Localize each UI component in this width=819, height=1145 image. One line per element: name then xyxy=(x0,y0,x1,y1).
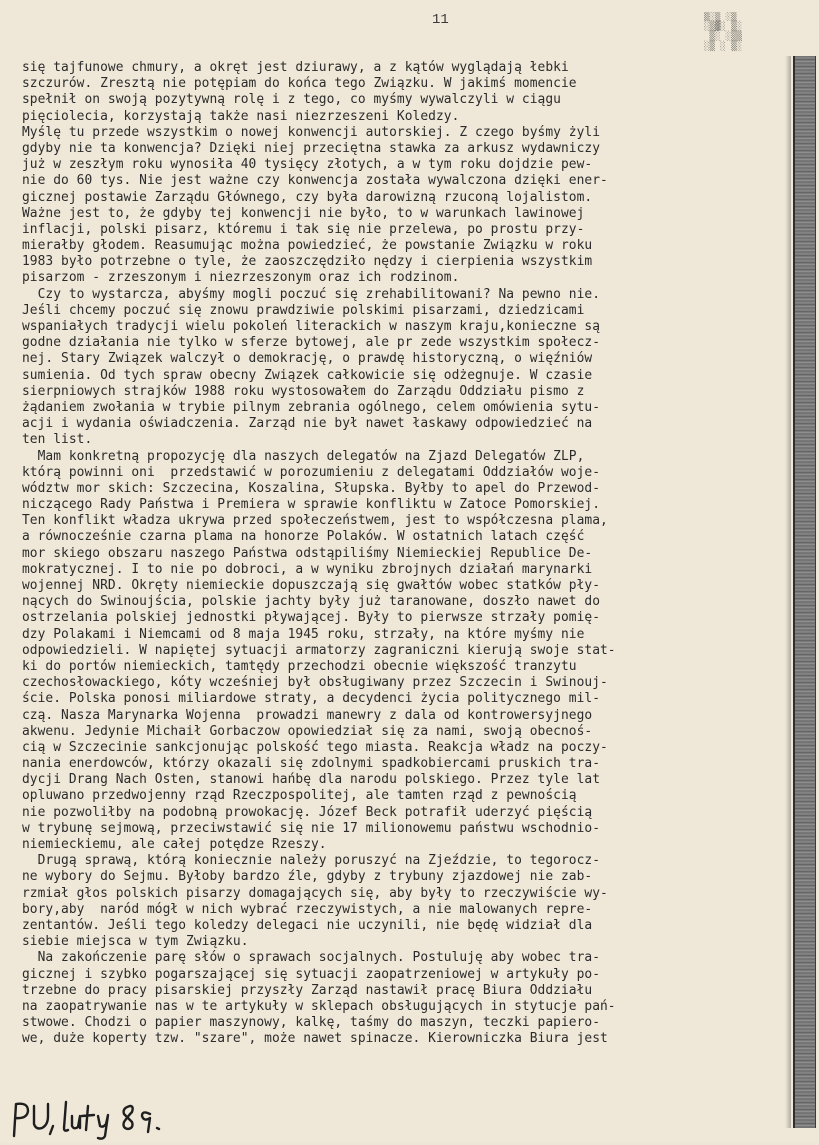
text-line: nie pozwoliłby na podobną prowokację. Józef Beck potrafił uderzyć pięścią xyxy=(22,804,593,820)
text-line: szczurów. Zresztą nie potępiam do końca tego Związku. W jakimś momencie xyxy=(22,76,577,92)
text-line: mor skiego obszaru naszego Państwa odstąpiliśmy Niemieckiej Republice De- xyxy=(22,545,593,561)
handwritten-margin-note xyxy=(6,1096,206,1140)
text-line: stwowe. Chodzi o papier maszynowy, kalkę, taśmy do maszyn, teczki papiero- xyxy=(22,1015,600,1031)
typewritten-text-body xyxy=(22,60,782,1047)
text-line: acji i wydania oświadczenia. Zarząd nie był nawet łaskawy odpowiedzieć na xyxy=(22,416,593,432)
text-line: ki do portów niemieckich, tamtędy przechodzi obecnie większość tranzytu xyxy=(22,658,577,674)
text-line: sumienia. Od tych spraw obecny Związek całkowicie się odżegnuje. W czasie xyxy=(22,367,593,383)
text-line: Na zakończenie parę słów o sprawach socjalnych. Postuluję aby wobec tra- xyxy=(22,950,600,966)
text-line: ne wybory do Sejmu. Byłoby bardzo źle, gdyby z trybuny zjazdowej nie zab- xyxy=(22,869,593,885)
text-line: inflacji, polski pisarz, któremu i tak się nie przelewa, po prostu przy- xyxy=(22,221,585,237)
text-line: którą powinni oni przedstawić w porozumieniu z delegatami Oddziałów woje- xyxy=(22,464,600,480)
text-line: we, duże koperty tzw. "szare", może nawet spinacze. Kierowniczka Biura jest xyxy=(22,1031,608,1047)
text-line: spełnił on swoją pozytywną rolę i z tego, co myśmy wywalczyli w ciągu xyxy=(22,92,561,108)
text-line: wojennej NRD. Okręty niemieckie dopuszczają się gwałtów wobec statków pły- xyxy=(22,578,600,593)
text-line: Ważne jest to, że gdyby tej konwencji nie było, to w warunkach lawinowej xyxy=(22,205,585,221)
text-line: akwenu. Jedynie Michaił Gorbaczow opowiedział się za nami, swoją obecnoś- xyxy=(22,723,593,739)
text-line: mierałby głodem. Reasumując można powiedzieć, że powstanie Związku w roku xyxy=(22,238,593,254)
text-line: nej. Stary Związek walczył o demokrację, o prawdę historyczną, o więźniów xyxy=(22,351,593,367)
text-line: siebie miejsca w tym Związku. xyxy=(22,934,249,950)
text-line: a równocześnie czarna plama na honorze Polaków. W ostatnich latach część xyxy=(22,529,585,545)
text-line: ście. Polska ponosi miliardowe straty, a decydenci życia politycznego mil- xyxy=(22,691,600,707)
text-line: Mam konkretną propozycję dla naszych delegatów na Zjazd Delegatów ZLP, xyxy=(22,448,585,464)
text-line: trzebne do pracy pisarskiej przyszły Zarząd nastawił pracę Biura Oddziału xyxy=(22,982,593,998)
text-line: gicznej postawie Zarządu Głównego, czy była darowizną rzuconą lojalistom. xyxy=(22,189,593,205)
text-line: w trybunę sejmową, przeciwstawić się nie 17 milionowemu państwu wschodnio- xyxy=(22,820,600,836)
text-line: już w zeszłym roku wynosiła 40 tysięcy złotych, a w tym roku dojdzie pew- xyxy=(22,157,593,173)
text-line: opluwano przedwojenny rząd Rzeczpospolitej, ale tamten rząd z pewnością xyxy=(22,788,577,804)
text-line: mokratycznej. I to nie po dobroci, a w wyniku zbrojnych działań marynarki xyxy=(22,561,593,577)
text-line: zentantów. Jeśli tego koledzy delegaci nie uczynili, nie będę widział dla xyxy=(22,917,593,933)
text-line: cią w Szczecinie sankcjonując polskość tego miasta. Reakcja władz na poczy- xyxy=(22,739,608,755)
text-line: żądaniem zwołania w trybie pilnym zebrania ogólnego, celem omówienia sytu- xyxy=(22,399,600,415)
text-line: wództw mor skich: Szczecina, Koszalina, Słupska. Byłby to apel do Przewod- xyxy=(22,480,600,496)
text-line: niemieckiemu, ale całej potędze Rzeszy. xyxy=(22,837,327,852)
text-line: odpowiedzieli. W napiętej sytuacji armatorzy zagraniczni kierują swoje stat- xyxy=(22,642,616,658)
text-line: Czy to wystarcza, abyśmy mogli poczuć się zrehabilitowani? Na pewno nie. xyxy=(22,286,600,302)
text-line: sierpniowych strajków 1988 roku wystosowałem do Zarządu Oddziału pismo z xyxy=(22,383,585,399)
library-stamp-mark: ▒░▒ ░▒ ░▒▓░ ▒░ ▒░ ░▒▒ ░▒ ░ ▒░ xyxy=(704,12,742,52)
text-line: godne działania nie tylko w sferze bytowej, ale pr zede wszystkim społecz- xyxy=(22,335,600,351)
text-line: ostrzelania polskiej jednostki pływającej. Były to pierwsze strzały pomię- xyxy=(22,610,600,626)
text-line: niczącego Rady Państwa i Premiera w sprawie konfliktu w Zatoce Pomorskiej. xyxy=(22,497,600,513)
binding-shadow xyxy=(785,56,791,1128)
text-line: pisarzom - zrzeszonym i niezrzeszonym oraz ich rodzinom. xyxy=(22,270,460,286)
text-line: bory,aby naród mógł w nich wybrać rzeczywistych, a nie malowanych repre- xyxy=(22,901,593,917)
text-line: pięciolecia, korzystają także nasi niezrzeszeni Koledzy. xyxy=(22,108,460,124)
text-line: ten list. xyxy=(22,432,93,448)
page-number: 11 xyxy=(432,12,449,28)
text-line: Jeśli chcemy poczuć się znowu prawdziwie polskimi pisarzami, dziedzicami xyxy=(22,302,585,318)
text-line: gicznej i szybko pogarszającej się sytuacji zaopatrzeniowej w artykuły po- xyxy=(22,966,600,982)
text-line: nania enerdowców, którzy okazali się zdolnymi spadkobiercami pruskich tra- xyxy=(22,756,600,772)
text-line: gdyby nie ta konwencja? Dzięki niej przeciętna stawka za arkusz wydawniczy xyxy=(22,140,600,156)
text-line: czą. Nasza Marynarka Wojenna prowadzi manewry z dala od kontrowersyjnego xyxy=(22,707,593,723)
handwritten-note-drawing xyxy=(6,1096,206,1140)
text-line: nących do Swinoujścia, polskie jachty były już taranowane, doszło nawet do xyxy=(22,594,600,610)
text-line: Drugą sprawą, którą koniecznie należy poruszyć na Zjeździe, to tegorocz- xyxy=(22,853,600,869)
text-line: się tajfunowe chmury, a okręt jest dziurawy, a z kątów wyglądają łebki xyxy=(22,60,569,75)
text-line: dycji Drang Nach Osten, stanowi hańbę dla narodu polskiego. Przez tyle lat xyxy=(22,772,600,788)
text-line: dzy Polakami i Niemcami od 8 maja 1945 roku, strzały, na które myśmy nie xyxy=(22,626,585,642)
text-line: czechosłowackiego, kóty wcześniej był obsługiwany przez Szczecin i Swinouj- xyxy=(22,675,608,691)
text-line: nie do 60 tys. Nie jest ważne czy konwencja została wywalczona dzięki ener- xyxy=(22,173,608,189)
text-line: 1983 było potrzebne o tyle, że zaoszczędziło nędzy i cierpienia wszystkim xyxy=(22,254,593,270)
text-line: Ten konflikt władza ukrywa przed społeczeństwem, jest to współczesna plama, xyxy=(22,513,608,529)
text-line: rzmiał głos polskich pisarzy domagających się, aby były to rzeczywiście wy- xyxy=(22,885,608,901)
text-line: Myślę tu przede wszystkim o nowej konwencji autorskiej. Z czego byśmy żyli xyxy=(22,124,600,140)
text-line: wspaniałych tradycji wielu pokoleń literackich w naszym kraju,konieczne są xyxy=(22,319,600,334)
text-line: na zaopatrywanie nas w te artykuły w sklepach obsługujących in stytucje pań- xyxy=(22,998,616,1014)
binding-strip xyxy=(793,56,816,1128)
